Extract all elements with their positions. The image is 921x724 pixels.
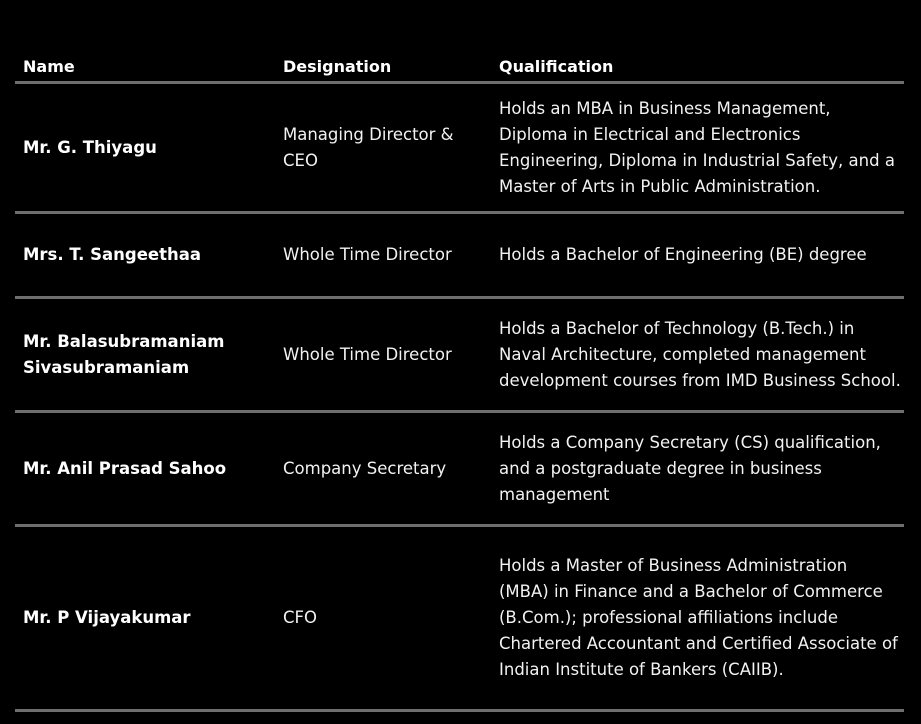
designation-text: Managing Director & CEO <box>283 124 454 170</box>
designation-text: Company Secretary <box>283 458 447 478</box>
table-row <box>15 527 904 712</box>
table-row <box>15 299 904 413</box>
name-text: Mrs. T. Sangeethaa <box>23 245 202 264</box>
cell-designation <box>283 214 493 296</box>
cell-name <box>23 413 278 524</box>
qualification-text: Holds a Company Secretary (CS) qualification, and a postgraduate degree in business management <box>499 432 881 504</box>
table-header <box>15 0 904 84</box>
designation-text: Whole Time Director <box>283 245 452 264</box>
name-text: Mr. Anil Prasad Sahoo <box>23 458 227 478</box>
cell-qualification <box>499 527 901 709</box>
designation-text: Whole Time Director <box>283 344 452 364</box>
management-table <box>15 0 904 712</box>
table-row <box>15 84 904 214</box>
name-text: Mr. Balasubramaniam Sivasubramaniam <box>23 331 225 377</box>
designation-text: CFO <box>283 608 317 627</box>
cell-designation <box>283 413 493 524</box>
cell-name <box>23 84 278 211</box>
header-designation: Designation <box>283 57 392 76</box>
cell-qualification <box>499 214 901 296</box>
name-text: Mr. P Vijayakumar <box>23 608 191 627</box>
cell-name <box>23 299 278 410</box>
qualification-text: Holds a Bachelor of Technology (B.Tech.) in Naval Architecture, completed management development courses from IMD Business School. <box>499 318 901 390</box>
cell-designation <box>283 299 493 410</box>
cell-name <box>23 527 278 709</box>
header-qualification: Qualification <box>499 57 614 76</box>
cell-designation <box>283 84 493 211</box>
cell-qualification <box>499 84 901 211</box>
cell-qualification <box>499 413 901 524</box>
cell-qualification <box>499 299 901 410</box>
header-name: Name <box>23 57 75 76</box>
qualification-text: Holds an MBA in Business Management, Diploma in Electrical and Electronics Engineering, Diploma in Industrial Safety, and a Master of Arts in Public Administration. <box>499 98 895 196</box>
name-text: Mr. G. Thiyagu <box>23 137 157 157</box>
qualification-text: Holds a Master of Business Administration (MBA) in Finance and a Bachelor of Commerce (B.Com.); professional affiliations include Chartered Accountant and Certified Associate of Indian Institute of Bankers (CAIIB). <box>499 556 898 679</box>
qualification-text: Holds a Bachelor of Engineering (BE) degree <box>499 245 867 264</box>
table-row <box>15 413 904 527</box>
cell-designation <box>283 527 493 709</box>
cell-name <box>23 214 278 296</box>
table-row <box>15 214 904 299</box>
